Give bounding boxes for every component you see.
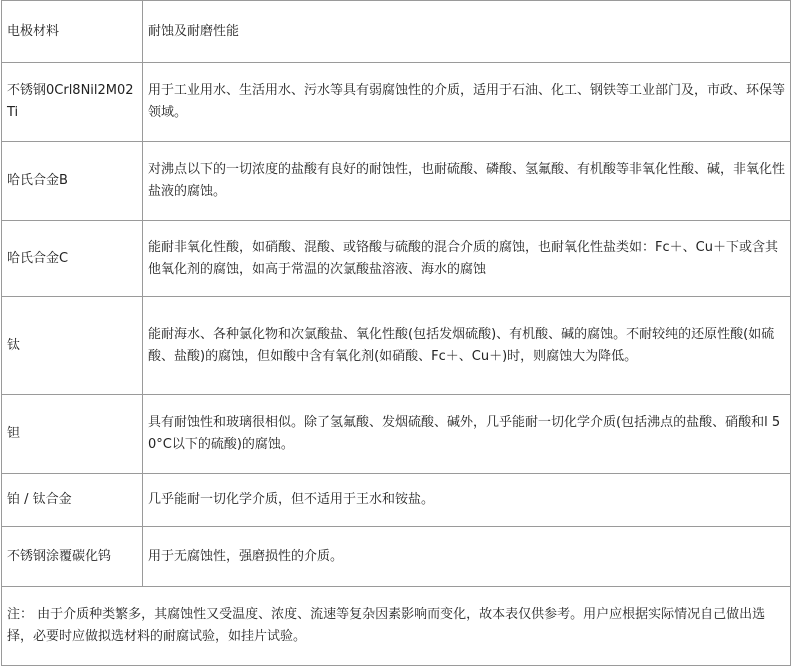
description-cell: 用于无腐蚀性，强磨损性的介质。	[143, 527, 791, 587]
header-property: 耐蚀及耐磨性能	[143, 1, 791, 63]
description-cell: 能耐海水、各种氯化物和次氯酸盐、氧化性酸(包括发烟硫酸)、有机酸、碱的腐蚀。不耐较纯的还原性酸(如硫酸、盐酸)的腐蚀，但如酸中含有氧化剂(如硝酸、Fc＋、Cu＋)时，则腐蚀大为降低。	[143, 297, 791, 395]
material-cell: 不锈钢涂覆碳化钨	[2, 527, 143, 587]
table-row	[2, 221, 791, 297]
description-cell: 几乎能耐一切化学介质，但不适用于王水和铵盐。	[143, 474, 791, 527]
table-row	[2, 527, 791, 587]
material-cell: 哈氏合金C	[2, 221, 143, 297]
table-row	[2, 395, 791, 474]
table-header-row	[2, 1, 791, 63]
header-material: 电极材料	[2, 1, 143, 63]
table-note-row	[2, 587, 791, 666]
description-cell: 用于工业用水、生活用水、污水等具有弱腐蚀性的介质，适用于石油、化工、钢铁等工业部门及，市政、环保等领域。	[143, 63, 791, 142]
electrode-material-table	[1, 0, 791, 666]
description-cell: 能耐非氧化性酸，如硝酸、混酸、或铬酸与硫酸的混合介质的腐蚀，也耐氧化性盐类如：Fc＋、Cu＋下或含其他氧化剂的腐蚀，如高于常温的次氯酸盐溶液、海水的腐蚀	[143, 221, 791, 297]
material-cell: 钛	[2, 297, 143, 395]
material-cell: 不锈钢0Crl8Nil2M02Ti	[2, 63, 143, 142]
material-cell: 铂 / 钛合金	[2, 474, 143, 527]
table-row	[2, 474, 791, 527]
material-cell: 哈氏合金B	[2, 142, 143, 221]
table-row	[2, 297, 791, 395]
description-cell: 具有耐蚀性和玻璃很相似。除了氢氟酸、发烟硫酸、碱外，几乎能耐一切化学介质(包括沸点的盐酸、硝酸和l 50°C以下的硫酸)的腐蚀。	[143, 395, 791, 474]
material-cell: 钽	[2, 395, 143, 474]
table-note: 注： 由于介质种类繁多，其腐蚀性又受温度、浓度、流速等复杂因素影响而变化，故本表仅供参考。用户应根据实际情况自己做出选择，必要时应做拟选材料的耐腐试验，如挂片试验。	[2, 587, 791, 666]
description-cell: 对沸点以下的一切浓度的盐酸有良好的耐蚀性，也耐硫酸、磷酸、氢氟酸、有机酸等非氧化性酸、碱，非氧化性盐液的腐蚀。	[143, 142, 791, 221]
table-row	[2, 142, 791, 221]
table-row	[2, 63, 791, 142]
